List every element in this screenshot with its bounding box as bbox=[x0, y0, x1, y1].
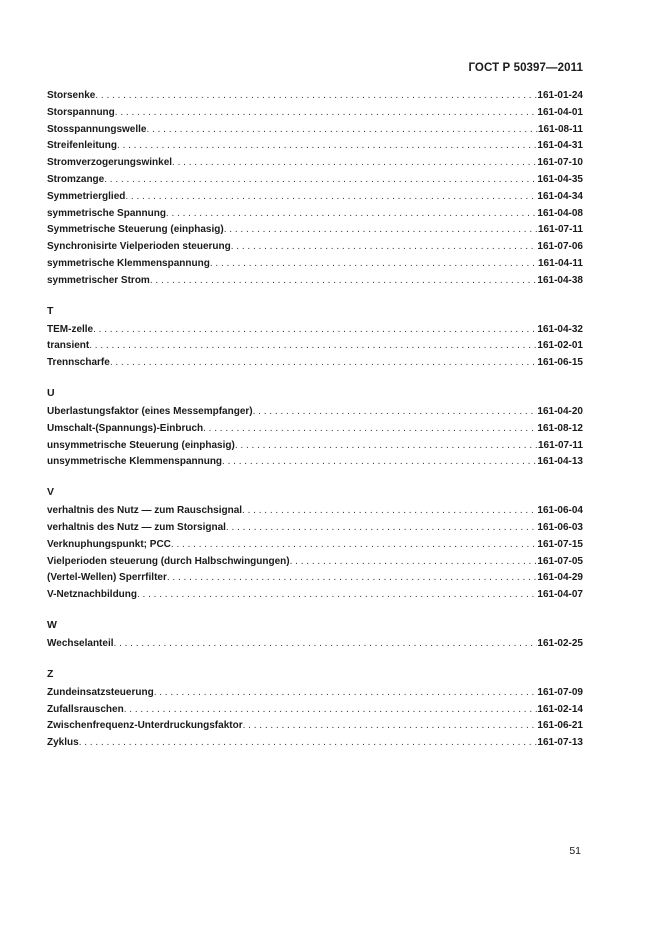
index-entry bbox=[47, 737, 583, 754]
index-entry bbox=[47, 340, 583, 357]
index-term-code: 161-06-04 bbox=[537, 505, 583, 517]
dot-leader bbox=[79, 737, 538, 748]
dot-leader bbox=[166, 208, 537, 219]
dot-leader bbox=[222, 456, 537, 467]
index-term-code: 161-04-07 bbox=[537, 589, 583, 601]
index-entry bbox=[47, 539, 583, 556]
index-term: Umschalt-(Spannungs)-Einbruch bbox=[47, 422, 204, 434]
dot-leader bbox=[226, 522, 537, 533]
alphabetical-index bbox=[47, 90, 583, 765]
dot-leader bbox=[154, 687, 538, 698]
index-term: (Vertel-Wellen) Sperrfilter bbox=[47, 572, 167, 584]
index-term-code: 161-04-01 bbox=[537, 106, 583, 118]
index-term: Uberlastungsfaktor (eines Messempfanger) bbox=[47, 405, 253, 417]
index-entry bbox=[47, 241, 583, 258]
index-term-code: 161-07-13 bbox=[537, 737, 583, 749]
section-letter-heading: V bbox=[47, 486, 55, 499]
dot-leader bbox=[235, 440, 538, 451]
page-number: 51 bbox=[569, 845, 581, 857]
index-term-code: 161-07-09 bbox=[537, 686, 583, 698]
dot-leader bbox=[172, 157, 537, 168]
index-term-code: 161-02-25 bbox=[537, 637, 583, 649]
index-section bbox=[47, 484, 583, 606]
index-term: Wechselanteil bbox=[47, 637, 114, 649]
index-term: TEM-zelle bbox=[47, 323, 94, 335]
index-entry bbox=[47, 275, 583, 292]
index-term-code: 161-07-11 bbox=[537, 439, 583, 451]
index-term-code: 161-06-21 bbox=[537, 720, 583, 732]
dot-leader bbox=[115, 107, 538, 118]
index-entry bbox=[47, 324, 583, 341]
index-entry bbox=[47, 638, 583, 655]
index-entry bbox=[47, 357, 583, 374]
index-section bbox=[47, 90, 583, 292]
index-entry bbox=[47, 440, 583, 457]
index-term-code: 161-08-12 bbox=[537, 422, 583, 434]
index-term: V-Netznachbildung bbox=[47, 589, 137, 601]
index-term-code: 161-04-32 bbox=[537, 323, 583, 335]
index-entry bbox=[47, 258, 583, 275]
index-section bbox=[47, 666, 583, 754]
dot-leader bbox=[104, 174, 537, 185]
dot-leader bbox=[242, 505, 537, 516]
dot-leader bbox=[117, 140, 537, 151]
index-entry bbox=[47, 687, 583, 704]
index-term-code: 161-02-14 bbox=[537, 703, 583, 715]
index-section bbox=[47, 385, 583, 473]
index-term: Verknuphungspunkt; PCC bbox=[47, 538, 171, 550]
section-letter-heading: W bbox=[47, 618, 57, 631]
index-entry bbox=[47, 107, 583, 124]
dot-leader bbox=[290, 556, 538, 567]
index-term-code: 161-04-34 bbox=[537, 190, 583, 202]
dot-leader bbox=[253, 406, 538, 417]
index-term-code: 161-04-13 bbox=[537, 456, 583, 468]
index-term-code: 161-06-15 bbox=[537, 357, 583, 369]
index-entry bbox=[47, 406, 583, 423]
index-term-code: 161-07-15 bbox=[537, 538, 583, 550]
dot-leader bbox=[167, 572, 538, 583]
index-term: symmetrische Klemmenspannung bbox=[47, 257, 210, 269]
index-term: Stromverzogerungswinkel bbox=[47, 157, 173, 169]
index-section bbox=[47, 303, 583, 374]
dot-leader bbox=[146, 124, 537, 135]
index-entry bbox=[47, 720, 583, 737]
section-letter-heading: Z bbox=[47, 667, 54, 680]
index-entry bbox=[47, 208, 583, 225]
dot-leader bbox=[89, 340, 537, 351]
index-term-code: 161-04-31 bbox=[537, 140, 583, 152]
index-term: verhaltnis des Nutz — zum Storsignal bbox=[47, 521, 226, 533]
index-entry bbox=[47, 191, 583, 208]
index-entry bbox=[47, 157, 583, 174]
index-entry bbox=[47, 140, 583, 157]
index-term: Synchronisirte Vielperioden steuerung bbox=[47, 241, 231, 253]
index-entry bbox=[47, 505, 583, 522]
index-entry bbox=[47, 224, 583, 241]
dot-leader bbox=[93, 324, 537, 335]
index-term: Storspannung bbox=[47, 106, 115, 118]
dot-leader bbox=[243, 720, 538, 731]
index-term: Zyklus bbox=[47, 737, 79, 749]
dot-leader bbox=[171, 539, 538, 550]
section-letter-heading: T bbox=[47, 304, 54, 317]
index-entry bbox=[47, 456, 583, 473]
index-term: Stromzange bbox=[47, 173, 105, 185]
index-entry bbox=[47, 174, 583, 191]
dot-leader bbox=[110, 357, 538, 368]
index-entry bbox=[47, 522, 583, 539]
index-entry bbox=[47, 423, 583, 440]
index-term-code: 161-04-29 bbox=[537, 572, 583, 584]
dot-leader bbox=[150, 275, 538, 286]
index-term: unsymmetrische Steuerung (einphasig) bbox=[47, 439, 235, 451]
index-term: Streifenleitung bbox=[47, 140, 118, 152]
index-term-code: 161-04-20 bbox=[537, 405, 583, 417]
index-term-code: 161-04-11 bbox=[537, 257, 583, 269]
index-term-code: 161-04-38 bbox=[537, 274, 583, 286]
index-term-code: 161-08-11 bbox=[537, 123, 583, 135]
index-term-code: 161-04-08 bbox=[537, 207, 583, 219]
index-term-code: 161-07-10 bbox=[537, 157, 583, 169]
index-entry bbox=[47, 572, 583, 589]
index-term-code: 161-02-01 bbox=[537, 340, 583, 352]
index-term-code: 161-06-03 bbox=[537, 521, 583, 533]
dot-leader bbox=[114, 638, 538, 649]
index-term-code: 161-07-05 bbox=[537, 555, 583, 567]
index-term: unsymmetrische Klemmenspannung bbox=[47, 456, 223, 468]
index-term: Storsenke bbox=[47, 90, 96, 101]
index-term: verhaltnis des Nutz — zum Rauschsignal bbox=[47, 505, 243, 517]
index-term-code: 161-04-35 bbox=[537, 173, 583, 185]
index-entry bbox=[47, 704, 583, 721]
index-term: symmetrischer Strom bbox=[47, 274, 150, 286]
index-term-code: 161-07-11 bbox=[537, 224, 583, 236]
dot-leader bbox=[124, 704, 538, 715]
index-term-code: 161-07-06 bbox=[537, 241, 583, 253]
index-entry bbox=[47, 90, 583, 107]
document-standard-header: ГОСТ Р 50397—2011 bbox=[468, 62, 583, 74]
index-term-code: 161-01-24 bbox=[537, 90, 583, 101]
index-term: symmetrische Spannung bbox=[47, 207, 166, 219]
index-term: Symmetrierglied bbox=[47, 190, 126, 202]
index-entry bbox=[47, 124, 583, 141]
index-term: Zundeinsatzsteuerung bbox=[47, 686, 154, 698]
index-term: Stosspannungswelle bbox=[47, 123, 147, 135]
section-letter-heading: U bbox=[47, 386, 55, 399]
index-entry bbox=[47, 556, 583, 573]
index-term: transient bbox=[47, 340, 90, 352]
dot-leader bbox=[231, 241, 538, 252]
dot-leader bbox=[203, 423, 537, 434]
index-term: Zwischenfrequenz-Unterdruckungsfaktor bbox=[47, 720, 243, 732]
index-entry bbox=[47, 589, 583, 606]
dot-leader bbox=[210, 258, 538, 269]
index-term: Trennscharfe bbox=[47, 357, 110, 369]
dot-leader bbox=[137, 589, 537, 600]
dot-leader bbox=[95, 90, 537, 101]
index-term: Symmetrische Steuerung (einphasig) bbox=[47, 224, 224, 236]
dot-leader bbox=[125, 191, 537, 202]
index-term: Vielperioden steuerung (durch Halbschwingungen) bbox=[47, 555, 290, 567]
dot-leader bbox=[224, 224, 538, 235]
index-term: Zufallsrauschen bbox=[47, 703, 124, 715]
index-section bbox=[47, 617, 583, 655]
